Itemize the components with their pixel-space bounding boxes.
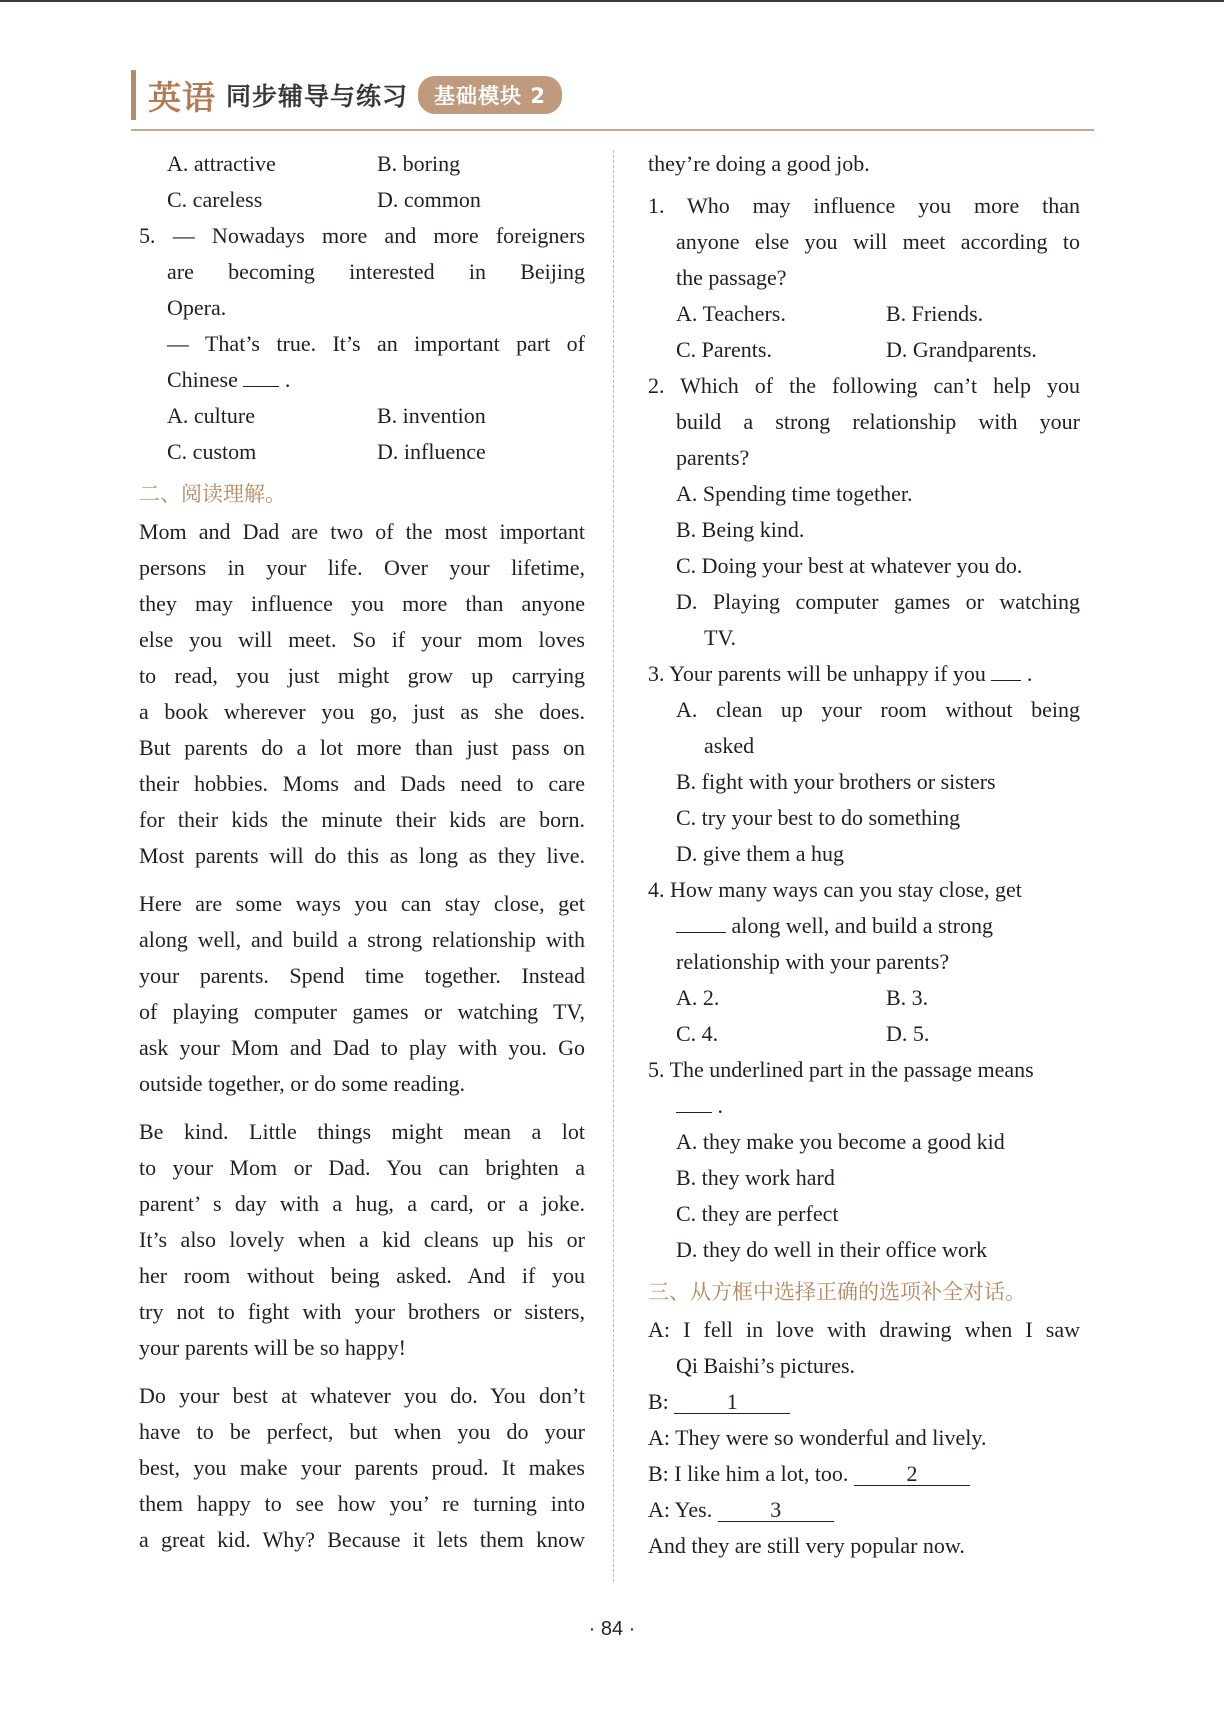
- section-3-title: 三、从方框中选择正确的选项补全对话。: [648, 1280, 1026, 1304]
- passage-paragraph-1: [139, 514, 585, 874]
- passage-line: parent’ s day with a hug, a card, or a joke.: [139, 1191, 585, 1216]
- option-b: B. 3.: [886, 985, 929, 1010]
- blank-2: 2: [854, 1463, 970, 1486]
- passage-line: ask your Mom and Dad to play with you. Go: [139, 1035, 585, 1060]
- q5-stem-line-2: are becoming interested in Beijing: [167, 259, 585, 284]
- options-row: [648, 980, 1080, 1016]
- header-divider: [131, 129, 1094, 131]
- option-d: D. common: [377, 187, 481, 212]
- q5-stem-line-5: [139, 362, 585, 398]
- module-badge: 基础模块 2: [418, 76, 562, 114]
- option-a: A. Spending time together.: [676, 481, 913, 506]
- q5-stem-line-4: — That’s true. It’s an important part of: [167, 331, 585, 356]
- question-stem: [648, 656, 1080, 692]
- option-a-continued: asked: [704, 733, 755, 758]
- passage-line: they’re doing a good job.: [648, 151, 870, 176]
- dialogue-line: And they are still very popular now.: [648, 1533, 965, 1558]
- header-accent-bar: [131, 70, 136, 120]
- passage-line: of playing computer games or watching TV,: [139, 999, 585, 1024]
- question-stem-text: 3. Your parents will be unhappy if you: [648, 661, 986, 686]
- option-c: C. Parents.: [676, 337, 772, 362]
- question-stem: [648, 908, 1080, 944]
- left-column: [139, 146, 585, 1558]
- passage-line: outside together, or do some reading.: [139, 1071, 465, 1096]
- dialogue-text: B: I like him a lot, too.: [648, 1461, 849, 1486]
- question-stem-end: .: [712, 1093, 723, 1118]
- options-row: [648, 332, 1080, 368]
- option-d: D. influence: [377, 439, 486, 464]
- dialogue-line: [648, 1492, 1080, 1528]
- answer-blank: [676, 932, 726, 933]
- passage-line: their hobbies. Moms and Dads need to care: [139, 771, 585, 796]
- question-5: [648, 1052, 1080, 1268]
- option-d: D. give them a hug: [676, 841, 845, 866]
- option-a: A. attractive: [167, 151, 276, 176]
- q4-options-row-2: [139, 182, 585, 218]
- dialogue-line: A: I fell in love with drawing when I saw: [648, 1317, 1080, 1342]
- passage-line: to read, you just might grow up carrying: [139, 663, 585, 688]
- question-stem: parents?: [676, 445, 750, 470]
- question-2: [648, 368, 1080, 656]
- blank-3: 3: [718, 1499, 834, 1522]
- option-c: C. careless: [167, 187, 263, 212]
- dialogue-line: [648, 1384, 1080, 1420]
- option-c: C. try your best to do something: [676, 805, 961, 830]
- option-b: B. they work hard: [676, 1165, 835, 1190]
- question-stem: [648, 1088, 1080, 1124]
- book-title: 同步辅导与练习: [226, 82, 409, 111]
- option-b: B. boring: [377, 151, 461, 176]
- option-b: B. invention: [377, 403, 486, 428]
- question-stem: relationship with your parents?: [676, 949, 950, 974]
- speaker-label: B:: [648, 1389, 669, 1414]
- question-stem-end: .: [1021, 661, 1033, 686]
- option-d: D. Playing computer games or watching: [676, 589, 1080, 614]
- question-stem: 5. The underlined part in the passage means: [648, 1057, 1034, 1082]
- option-c: C. 4.: [676, 1021, 719, 1046]
- option-d: D. Grandparents.: [886, 337, 1037, 362]
- answer-blank: [676, 1112, 712, 1113]
- passage-paragraph-2: [139, 886, 585, 1102]
- option-c: C. they are perfect: [676, 1201, 839, 1226]
- section-2-title: 二、阅读理解。: [139, 482, 286, 506]
- top-border: [0, 0, 1224, 2]
- passage-line: her room without being asked. And if you: [139, 1263, 585, 1288]
- q5-stem-line-1: 5. — Nowadays more and more foreigners: [139, 223, 585, 248]
- options-row: [648, 1016, 1080, 1052]
- option-d: D. they do well in their office work: [676, 1237, 988, 1262]
- passage-line: Do your best at whatever you do. You don’t: [139, 1383, 585, 1408]
- passage-line: a book wherever you go, just as she does.: [139, 699, 585, 724]
- passage-line: Be kind. Little things might mean a lot: [139, 1119, 585, 1144]
- passage-paragraph-4: [139, 1378, 585, 1558]
- option-a: A. they make you become a good kid: [676, 1129, 1005, 1154]
- question-stem: the passage?: [676, 265, 787, 290]
- question-4: [648, 872, 1080, 1052]
- right-column: [648, 146, 1080, 1564]
- option-a: A. Teachers.: [676, 301, 786, 326]
- passage-paragraph-3: [139, 1114, 585, 1366]
- passage-line: them happy to see how you’ re turning into: [139, 1491, 585, 1516]
- option-d-continued: TV.: [704, 625, 736, 650]
- passage-line: else you will meet. So if your mom loves: [139, 627, 585, 652]
- passage-line: It’s also lovely when a kid cleans up his or: [139, 1227, 585, 1252]
- subject-title: 英语: [148, 77, 216, 117]
- q5-stem-line-3: Opera.: [167, 295, 227, 320]
- passage-line: for their kids the minute their kids are born.: [139, 807, 585, 832]
- option-b: B. Being kind.: [676, 517, 805, 542]
- question-stem: build a strong relationship with your: [676, 409, 1080, 434]
- passage-line: Most parents will do this as long as they live.: [139, 843, 585, 868]
- page-header: [131, 66, 562, 124]
- question-stem-text: along well, and build a strong: [726, 913, 994, 938]
- dialogue-line: A: They were so wonderful and lively.: [648, 1425, 987, 1450]
- passage-line: But parents do a lot more than just pass on: [139, 735, 585, 760]
- passage-line: persons in your life. Over your lifetime,: [139, 555, 585, 580]
- question-stem: 2. Which of the following can’t help you: [648, 373, 1080, 398]
- option-b: B. Friends.: [886, 301, 984, 326]
- q4-options-row-1: [139, 146, 585, 182]
- question-stem: 1. Who may influence you more than: [648, 193, 1080, 218]
- option-d: D. 5.: [886, 1021, 930, 1046]
- dialogue-line: Qi Baishi’s pictures.: [676, 1353, 856, 1378]
- passage-line: they may influence you more than anyone: [139, 591, 585, 616]
- question-1: [648, 188, 1080, 368]
- passage-line: Mom and Dad are two of the most important: [139, 519, 585, 544]
- q5-stem-text: Chinese: [167, 367, 238, 392]
- option-b: B. fight with your brothers or sisters: [676, 769, 996, 794]
- column-divider: [613, 150, 614, 1582]
- passage-line: try not to fight with your brothers or sisters,: [139, 1299, 585, 1324]
- passage-line: Here are some ways you can stay close, get: [139, 891, 585, 916]
- q5-stem-end: .: [279, 367, 291, 392]
- passage-line: to your Mom or Dad. You can brighten a: [139, 1155, 585, 1180]
- passage-line: your parents. Spend time together. Instead: [139, 963, 585, 988]
- question-stem: anyone else you will meet according to: [676, 229, 1080, 254]
- passage-line: a great kid. Why? Because it lets them know: [139, 1527, 585, 1552]
- dialogue-line: [648, 1456, 1080, 1492]
- option-c: C. Doing your best at whatever you do.: [676, 553, 1023, 578]
- q5-options-row-1: [139, 398, 585, 434]
- answer-blank: [243, 386, 279, 387]
- dialogue-text: A: Yes.: [648, 1497, 713, 1522]
- answer-blank: [991, 680, 1021, 681]
- question-stem: 4. How many ways can you stay close, get: [648, 877, 1022, 902]
- passage-line: have to be perfect, but when you do your: [139, 1419, 585, 1444]
- option-a: A. culture: [167, 403, 255, 428]
- blank-1: 1: [674, 1391, 790, 1414]
- options-row: [648, 296, 1080, 332]
- passage-line: best, you make your parents proud. It makes: [139, 1455, 585, 1480]
- option-a: A. clean up your room without being: [676, 697, 1080, 722]
- dialogue: [648, 1312, 1080, 1564]
- option-a: A. 2.: [676, 985, 720, 1010]
- page-number: · 84 ·: [588, 1618, 636, 1640]
- passage-line: along well, and build a strong relationship with: [139, 927, 585, 952]
- option-c: C. custom: [167, 439, 257, 464]
- q5-options-row-2: [139, 434, 585, 470]
- passage-line: your parents will be so happy!: [139, 1335, 406, 1360]
- question-3: [648, 656, 1080, 872]
